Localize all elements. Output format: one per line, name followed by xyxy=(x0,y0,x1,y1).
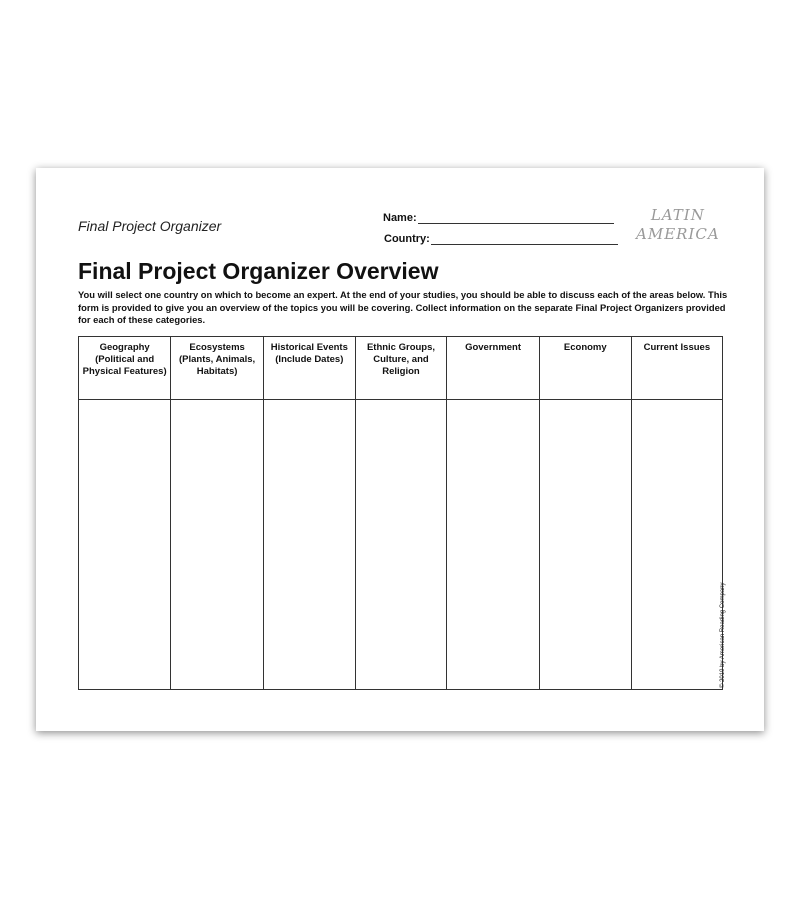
organizer-table xyxy=(78,336,723,690)
header-row xyxy=(79,337,723,400)
country-line[interactable] xyxy=(431,234,618,245)
name-line[interactable] xyxy=(418,213,614,224)
country-label: Country: xyxy=(384,233,430,245)
column-header: Ecosystems (Plants, Animals, Habitats) xyxy=(171,337,264,400)
column-header: Ethnic Groups, Culture, and Religion xyxy=(355,337,446,400)
table-cell[interactable] xyxy=(447,400,540,690)
table-cell[interactable] xyxy=(539,400,631,690)
page-title: Final Project Organizer Overview xyxy=(78,258,439,284)
column-header: Economy xyxy=(539,337,631,400)
column-header: Historical Events (Include Dates) xyxy=(263,337,355,400)
latin-america-logo xyxy=(636,206,720,244)
table-cell[interactable] xyxy=(355,400,446,690)
instructions: You will select one country on which to become an expert. At the end of your studies, you should be able to discuss each of the areas below. This form is provided to give you an overview of the topics you will be covering. Collect information on the separate Final Project Organizers provided for each of these categories. xyxy=(78,289,728,325)
column-header: Geography (Political and Physical Features) xyxy=(79,337,171,400)
name-label: Name: xyxy=(383,212,417,224)
table-cell[interactable] xyxy=(171,400,264,690)
country-field[interactable] xyxy=(384,233,618,245)
column-header: Government xyxy=(447,337,540,400)
table-row xyxy=(79,400,723,690)
table-cell[interactable] xyxy=(263,400,355,690)
worksheet-page xyxy=(36,168,764,731)
copyright: © 2019 by American Reading Company xyxy=(720,582,726,688)
logo-line-2: AMERICA xyxy=(636,225,720,243)
worksheet-subtitle: Final Project Organizer xyxy=(78,218,222,234)
table-cell[interactable] xyxy=(79,400,171,690)
column-header: Current Issues xyxy=(631,337,722,400)
table-cell[interactable] xyxy=(631,400,722,690)
name-field[interactable] xyxy=(383,212,614,224)
logo-line-1: LATIN xyxy=(650,206,705,224)
